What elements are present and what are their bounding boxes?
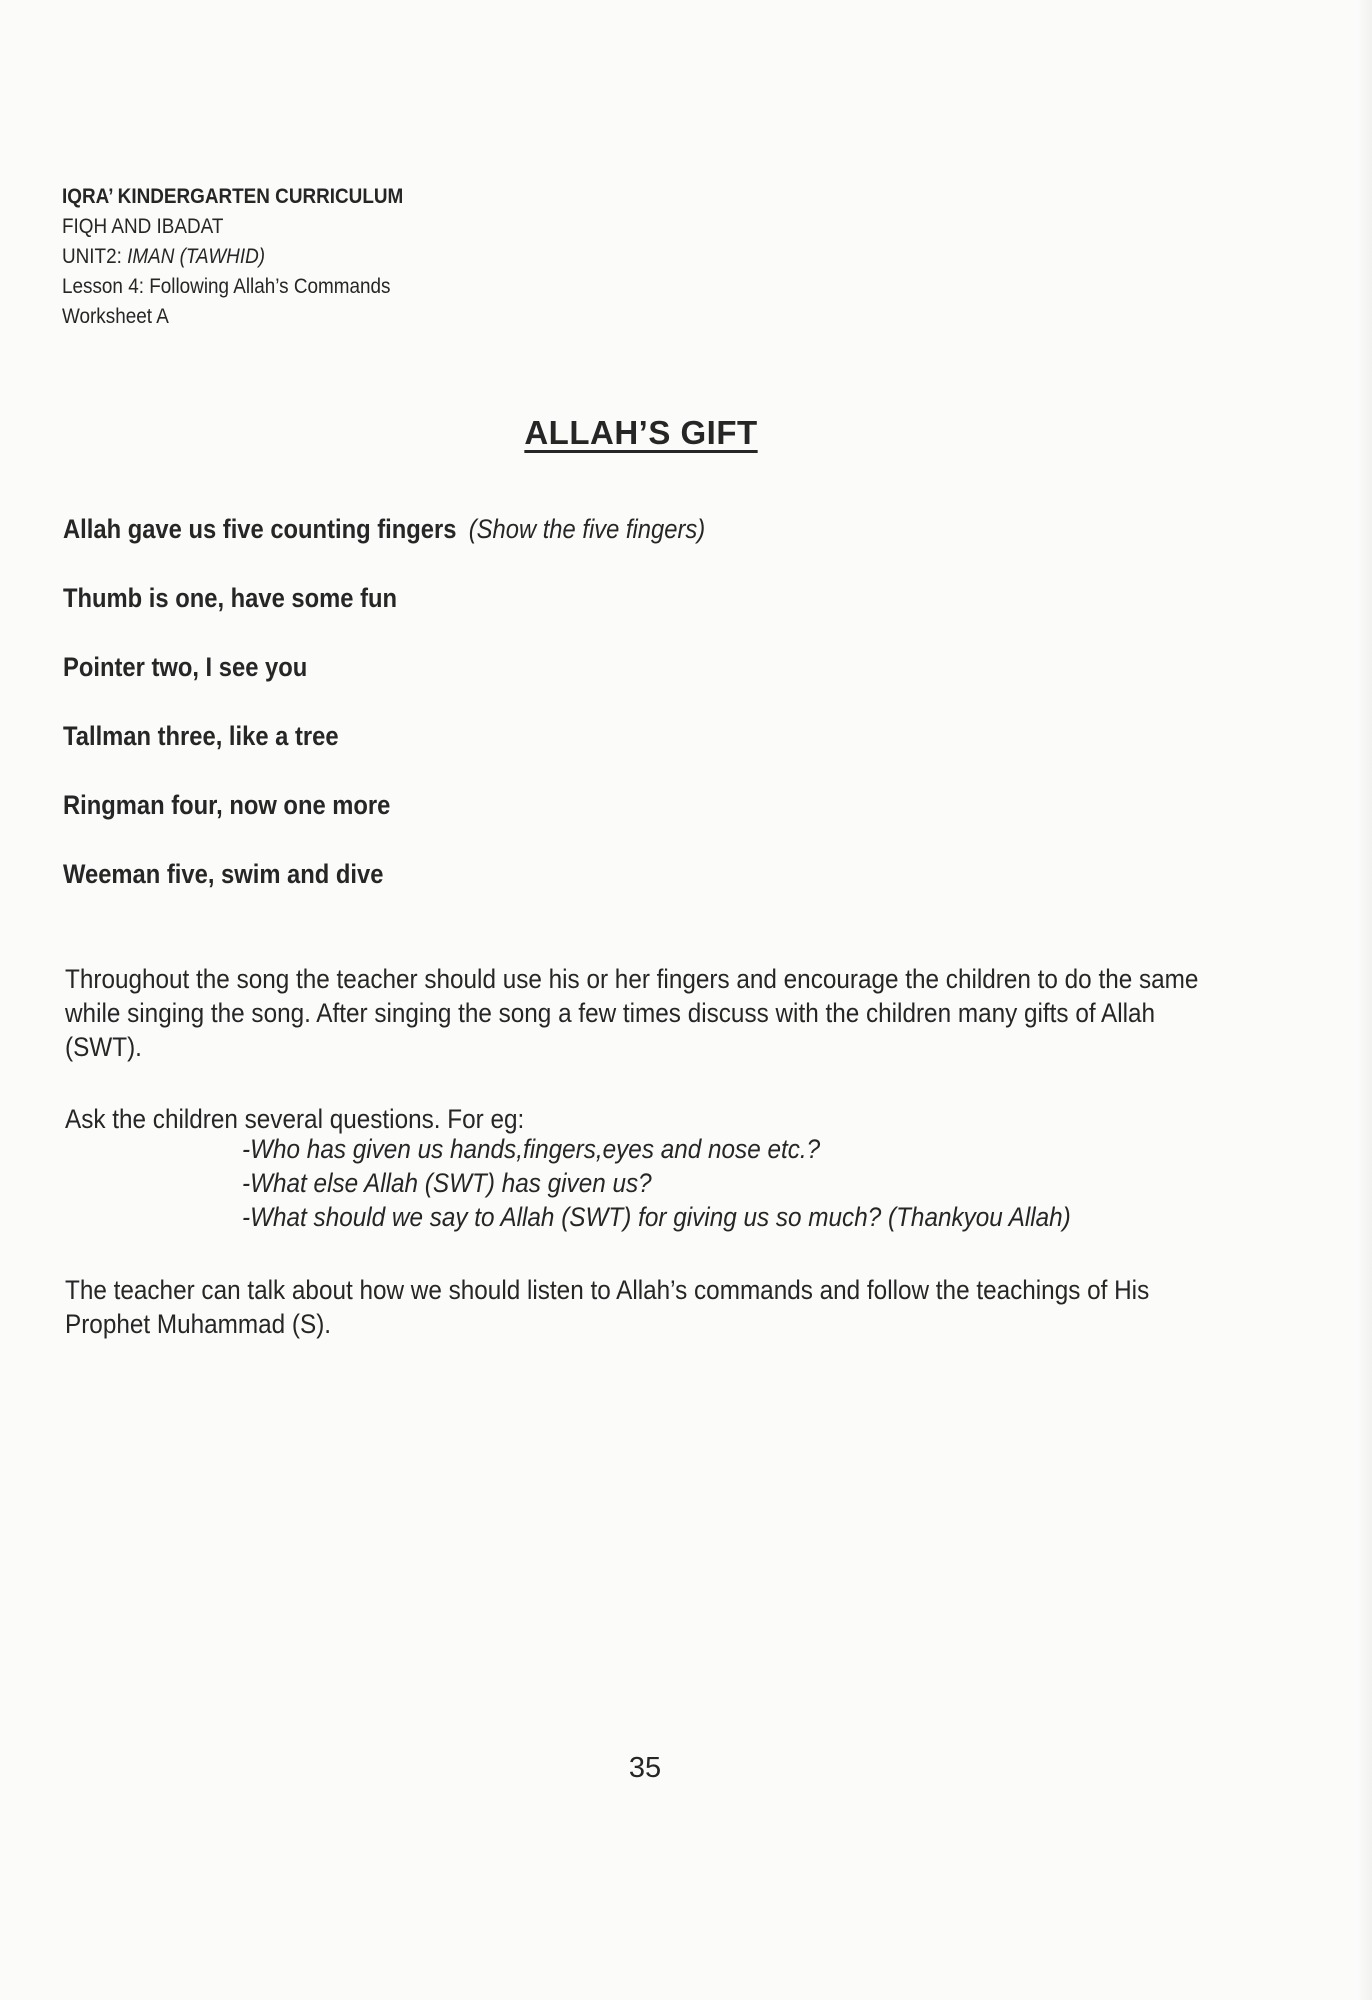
question-item: -What should we say to Allah (SWT) for giving us so much? (Thankyou Allah) — [242, 1202, 1071, 1232]
unit-label: UNIT2: — [62, 245, 122, 268]
page-edge-shadow — [1358, 0, 1372, 2000]
song-lyrics — [63, 514, 705, 928]
song-line: Ringman four, now one more — [63, 790, 391, 820]
page-title — [0, 414, 1282, 452]
song-line-text: Allah gave us five counting fingers — [63, 514, 457, 544]
question-list — [242, 1132, 1071, 1234]
ask-intro: Ask the children several questions. For eg: — [65, 1104, 525, 1134]
song-line: Tallman three, like a tree — [63, 721, 339, 751]
document-header — [62, 182, 403, 332]
song-line: Thumb is one, have some fun — [63, 583, 398, 613]
song-line: Weeman five, swim and dive — [63, 859, 384, 889]
question-item: -Who has given us hands,fingers,eyes and nose etc.? — [242, 1134, 821, 1164]
song-line — [63, 514, 705, 583]
song-stage-cue: (Show the five fingers) — [468, 514, 706, 544]
lesson-label: Lesson 4: Following Allah’s Commands — [62, 275, 391, 298]
question-item: -What else Allah (SWT) has given us? — [242, 1168, 652, 1198]
worksheet-label: Worksheet A — [62, 305, 169, 328]
curriculum-title: IQRA’ KINDERGARTEN CURRICULUM — [62, 185, 404, 208]
song-line: Pointer two, I see you — [63, 652, 308, 682]
unit-line — [62, 242, 403, 272]
subject-label: FIQH AND IBADAT — [62, 215, 224, 238]
page-title-text: ALLAH’S GIFT — [524, 414, 758, 451]
closing-paragraph: The teacher can talk about how we should listen to Allah’s commands and follow the teachings of His Prophet Muhammad (S). — [65, 1275, 1150, 1339]
page-number: 35 — [628, 1752, 662, 1784]
instructions-paragraph: Throughout the song the teacher should use his or her fingers and encourage the children to do the same while singing the song. After singing the song a few times discuss with the children many gifts of Allah (SWT). — [65, 964, 1199, 1062]
unit-name: IMAN (TAWHID) — [127, 245, 266, 268]
